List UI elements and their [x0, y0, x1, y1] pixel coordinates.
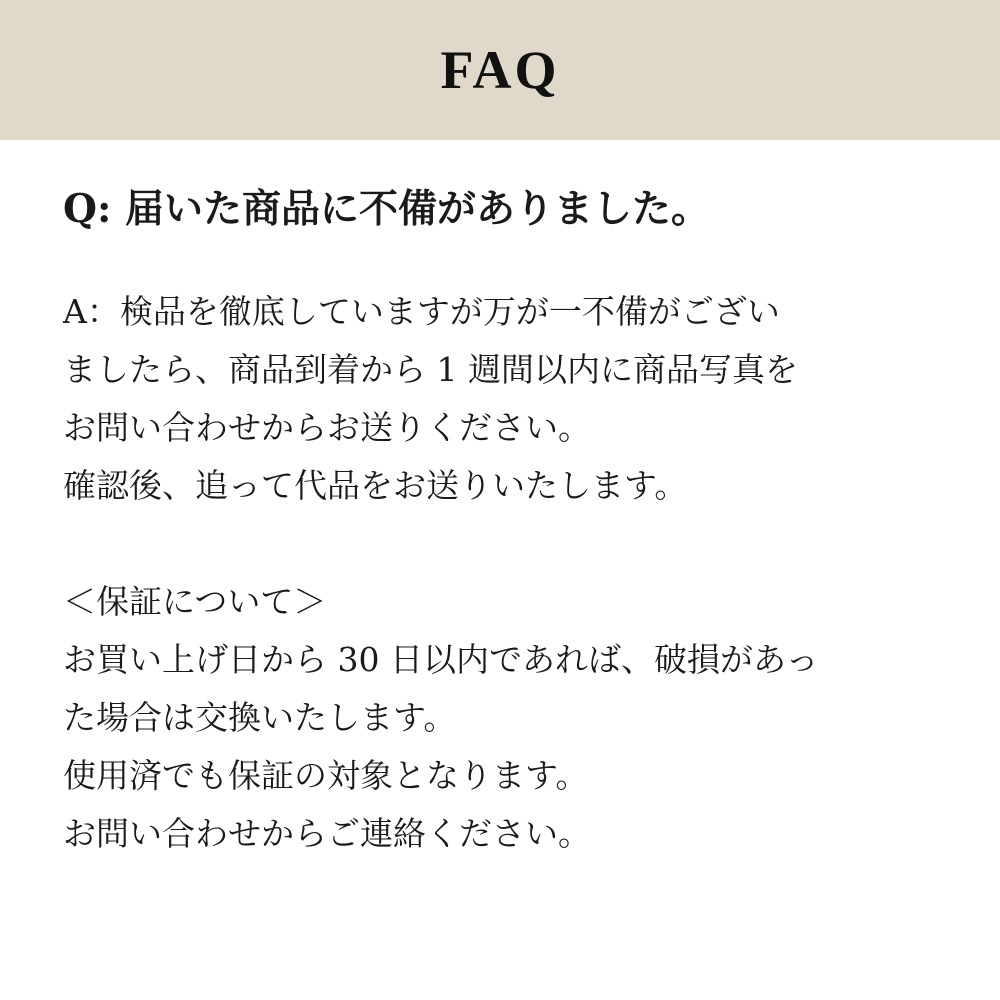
warranty-line: 使用済でも保証の対象となります。 — [63, 755, 589, 795]
answer-line: A：検品を徹底していますが万が一不備がござい — [63, 291, 780, 331]
warranty-line: た場合は交換いたします。 — [63, 697, 457, 737]
answer-line: お問い合わせからお送りください。 — [63, 407, 591, 447]
warranty-line: お問い合わせからご連絡ください。 — [63, 813, 591, 853]
section-spacer — [63, 515, 963, 573]
warranty-line: お買い上げ日から 30 日以内であれば、破損があっ — [63, 639, 819, 679]
page-title: FAQ — [440, 40, 560, 100]
header-banner — [0, 0, 1000, 140]
answer-line: ましたら、商品到着から 1 週間以内に商品写真を — [63, 349, 798, 389]
faq-answer — [63, 283, 963, 863]
warranty-heading: ＜保証について＞ — [63, 581, 327, 621]
answer-line: 確認後、追って代品をお送りいたします。 — [63, 465, 688, 505]
faq-question: Q: 届いた商品に不備がありました。 — [63, 186, 710, 232]
faq-content — [63, 186, 963, 863]
